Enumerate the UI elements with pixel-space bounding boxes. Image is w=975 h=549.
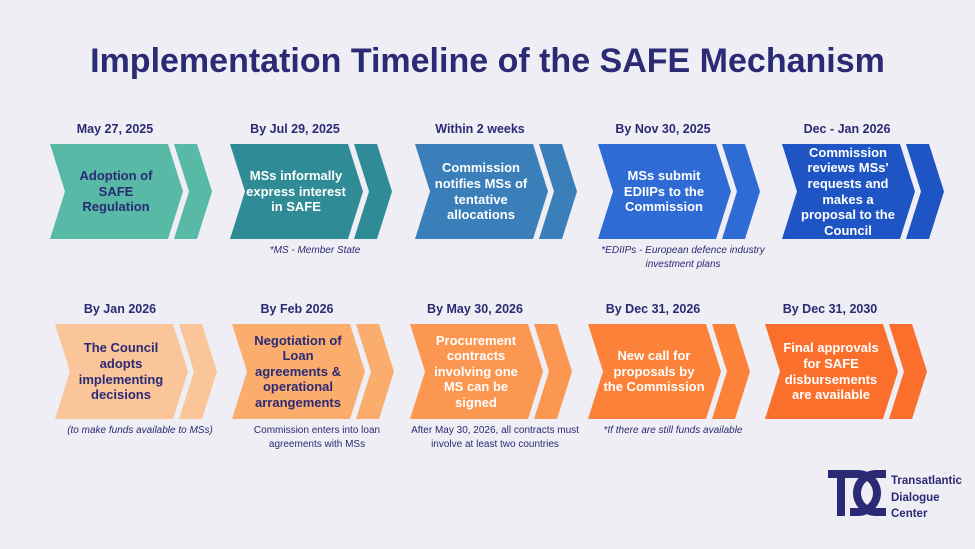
step-label: MSs submit EDIIPs to the Commission: [623, 168, 705, 215]
step-chevron: [50, 144, 240, 239]
step-date: By Dec 31, 2030: [782, 302, 878, 316]
step-chevron: [588, 324, 778, 419]
step-date: By Jan 2026: [83, 302, 157, 316]
step-note: *If there are still funds available: [603, 425, 743, 436]
step-chevron: [410, 324, 600, 419]
logo-text-line2: Dialogue: [891, 491, 940, 504]
page-title: Implementation Timeline of the SAFE Mechanism: [90, 42, 885, 80]
step-note: After May 30, 2026, all contracts must involve at least two countries: [411, 425, 579, 450]
step-label: Commission reviews MSs' requests and makes a proposal to the Council: [801, 144, 895, 238]
step-note: *EDIIPs - European defence industry investment plans: [601, 245, 765, 270]
step-label: The Council adopts implementing decisions: [78, 340, 164, 403]
step-date: By Dec 31, 2026: [605, 302, 701, 316]
step-date: By Jul 29, 2025: [250, 122, 340, 136]
tdc-logo: [828, 468, 968, 526]
step-date: By Feb 2026: [260, 302, 334, 316]
step-chevron: [230, 144, 420, 239]
step-chevron: [55, 324, 245, 419]
step-label: Adoption of SAFE Regulation: [79, 168, 153, 215]
step-label: MSs informally express interest in SAFE: [246, 168, 346, 215]
step-chevron: [782, 144, 972, 239]
step-date: Within 2 weeks: [435, 122, 525, 136]
step-date: Dec - Jan 2026: [803, 122, 891, 136]
step-date: By Nov 30, 2025: [615, 122, 711, 136]
step-label: Commission notifies MSs of tentative allocations: [434, 160, 528, 223]
logo-text-line1: Transatlantic: [891, 475, 962, 487]
step-chevron: [598, 144, 788, 239]
step-chevron: [415, 144, 605, 239]
step-chevron: [765, 324, 955, 419]
step-note: *MS - Member State: [269, 245, 361, 256]
step-label: New call for proposals by the Commission: [603, 348, 705, 395]
step-label: Negotiation of Loan agreements & operational arrangements: [254, 332, 342, 410]
step-note: (to make funds available to MSs): [67, 425, 213, 436]
tdc-logo-icon: [828, 468, 888, 520]
logo-text-line3: Center: [891, 508, 928, 521]
step-date: By May 30, 2026: [427, 302, 523, 316]
step-chevron: [232, 324, 422, 419]
step-note: Commission enters into loan agreements with MSs: [253, 425, 381, 450]
step-date: May 27, 2025: [76, 122, 154, 136]
step-label: Final approvals for SAFE disbursements are available: [783, 340, 879, 403]
step-label: Procurement contracts involving one MS can be signed: [434, 332, 518, 410]
